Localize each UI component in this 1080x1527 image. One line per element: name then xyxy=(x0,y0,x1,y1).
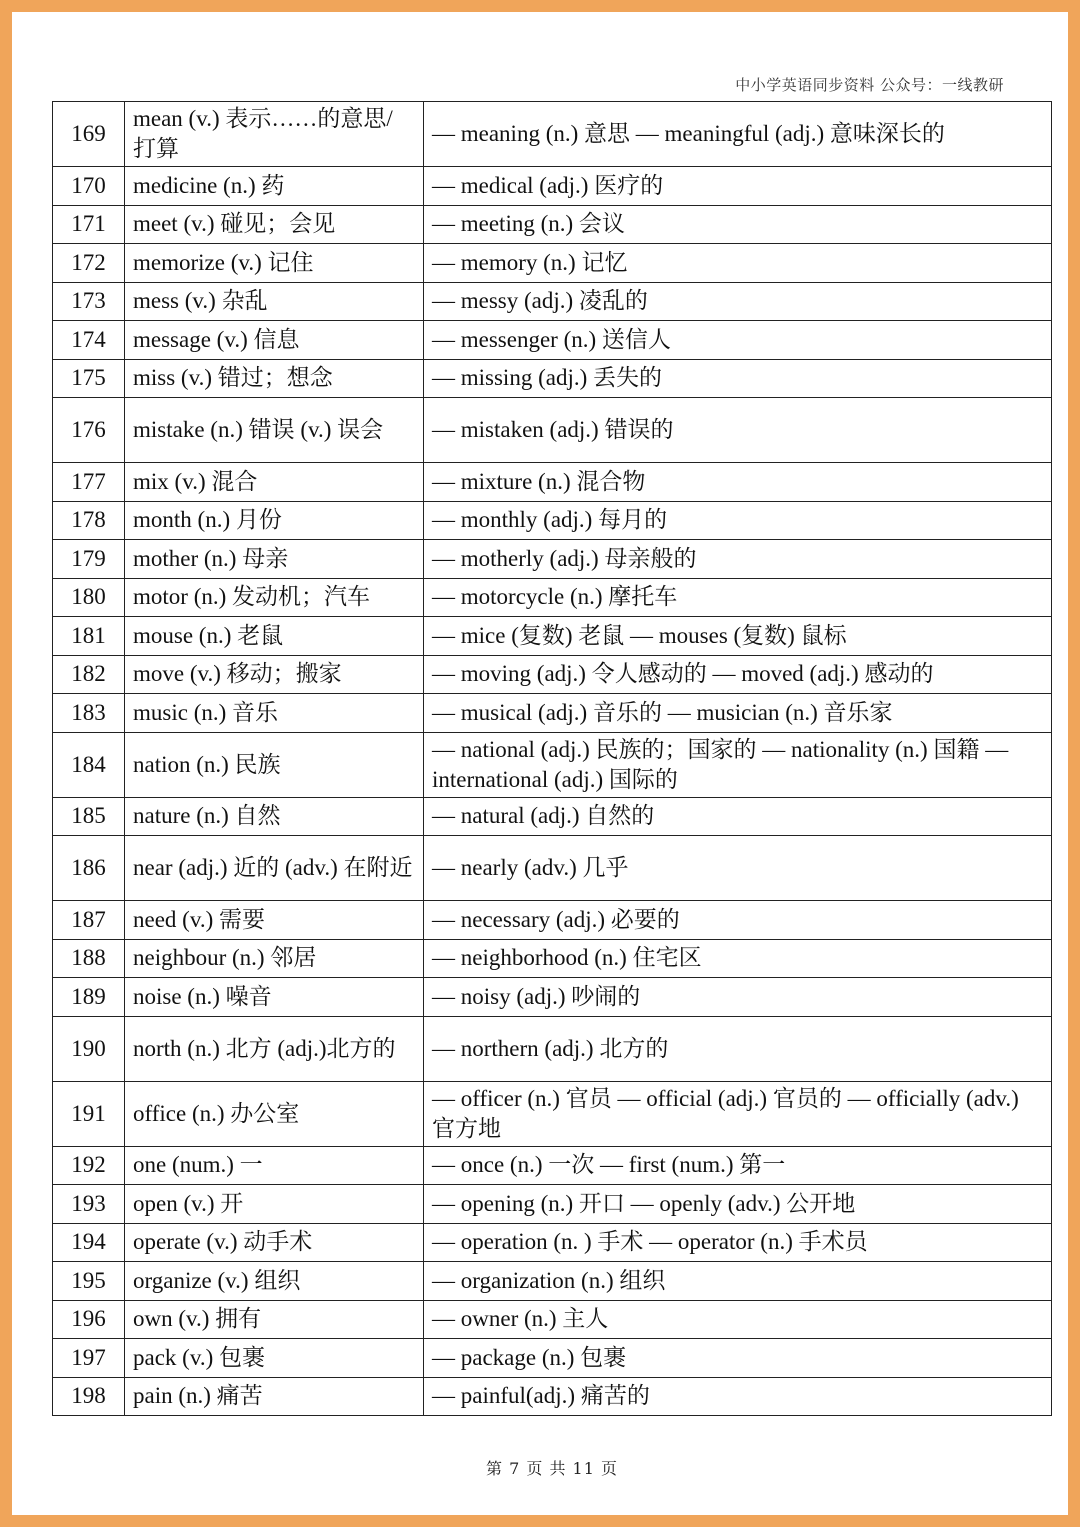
entry-number: 182 xyxy=(53,655,125,694)
head-word: north (n.) 北方 (adj.)北方的 xyxy=(125,1016,424,1081)
table-row xyxy=(53,655,1052,694)
derived-words: — moving (adj.) 令人感动的 — moved (adj.) 感动的 xyxy=(424,655,1052,694)
head-word: mix (v.) 混合 xyxy=(125,463,424,502)
entry-number: 171 xyxy=(53,205,125,244)
derived-words: — mistaken (adj.) 错误的 xyxy=(424,398,1052,463)
entry-number: 184 xyxy=(53,732,125,797)
derived-words: — meaning (n.) 意思 — meaningful (adj.) 意味深长的 xyxy=(424,102,1052,167)
head-word: miss (v.) 错过；想念 xyxy=(125,359,424,398)
table-row xyxy=(53,321,1052,360)
table-row xyxy=(53,1300,1052,1339)
head-word: pack (v.) 包裹 xyxy=(125,1339,424,1378)
entry-number: 177 xyxy=(53,463,125,502)
head-word: mother (n.) 母亲 xyxy=(125,540,424,579)
head-word: move (v.) 移动；搬家 xyxy=(125,655,424,694)
entry-number: 193 xyxy=(53,1185,125,1224)
derived-words: — meeting (n.) 会议 xyxy=(424,205,1052,244)
derived-words: — noisy (adj.) 吵闹的 xyxy=(424,978,1052,1017)
derived-words: — monthly (adj.) 每月的 xyxy=(424,501,1052,540)
head-word: operate (v.) 动手术 xyxy=(125,1223,424,1262)
entry-number: 179 xyxy=(53,540,125,579)
head-word: mess (v.) 杂乱 xyxy=(125,282,424,321)
head-word: pain (n.) 痛苦 xyxy=(125,1377,424,1416)
derived-words: — owner (n.) 主人 xyxy=(424,1300,1052,1339)
derived-words: — natural (adj.) 自然的 xyxy=(424,797,1052,836)
entry-number: 187 xyxy=(53,901,125,940)
table-row xyxy=(53,1377,1052,1416)
derived-words: — organization (n.) 组织 xyxy=(424,1262,1052,1301)
table-row xyxy=(53,1223,1052,1262)
vocabulary-table-body xyxy=(53,102,1052,1416)
entry-number: 173 xyxy=(53,282,125,321)
table-row xyxy=(53,205,1052,244)
page-header: 中小学英语同步资料 公众号：一线教研 xyxy=(735,76,1004,94)
derived-words: — motorcycle (n.) 摩托车 xyxy=(424,578,1052,617)
table-row xyxy=(53,694,1052,733)
derived-words: — musical (adj.) 音乐的 — musician (n.) 音乐家 xyxy=(424,694,1052,733)
entry-number: 197 xyxy=(53,1339,125,1378)
entry-number: 196 xyxy=(53,1300,125,1339)
derived-words: — operation (n. ) 手术 — operator (n.) 手术员 xyxy=(424,1223,1052,1262)
head-word: meet (v.) 碰见；会见 xyxy=(125,205,424,244)
table-row xyxy=(53,1262,1052,1301)
table-row xyxy=(53,617,1052,656)
head-word: memorize (v.) 记住 xyxy=(125,244,424,283)
table-row xyxy=(53,978,1052,1017)
derived-words: — motherly (adj.) 母亲般的 xyxy=(424,540,1052,579)
head-word: message (v.) 信息 xyxy=(125,321,424,360)
table-row xyxy=(53,901,1052,940)
entry-number: 198 xyxy=(53,1377,125,1416)
page-footer: 第 7 页 共 11 页 xyxy=(486,1459,618,1478)
derived-words: — officer (n.) 官员 — official (adj.) 官员的 — officially (adv.) 官方地 xyxy=(424,1081,1052,1146)
head-word: office (n.) 办公室 xyxy=(125,1081,424,1146)
table-row xyxy=(53,167,1052,206)
head-word: music (n.) 音乐 xyxy=(125,694,424,733)
head-word: mistake (n.) 错误 (v.) 误会 xyxy=(125,398,424,463)
derived-words: — painful(adj.) 痛苦的 xyxy=(424,1377,1052,1416)
derived-words: — messenger (n.) 送信人 xyxy=(424,321,1052,360)
head-word: medicine (n.) 药 xyxy=(125,167,424,206)
entry-number: 170 xyxy=(53,167,125,206)
entry-number: 186 xyxy=(53,836,125,901)
derived-words: — package (n.) 包裹 xyxy=(424,1339,1052,1378)
table-row xyxy=(53,732,1052,797)
derived-words: — medical (adj.) 医疗的 xyxy=(424,167,1052,206)
table-row xyxy=(53,578,1052,617)
entry-number: 176 xyxy=(53,398,125,463)
derived-words: — mice (复数) 老鼠 — mouses (复数) 鼠标 xyxy=(424,617,1052,656)
derived-words: — nearly (adv.) 几乎 xyxy=(424,836,1052,901)
head-word: own (v.) 拥有 xyxy=(125,1300,424,1339)
entry-number: 180 xyxy=(53,578,125,617)
derived-words: — national (adj.) 民族的；国家的 — nationality (n.) 国籍 — international (adj.) 国际的 xyxy=(424,732,1052,797)
entry-number: 190 xyxy=(53,1016,125,1081)
table-row xyxy=(53,244,1052,283)
head-word: need (v.) 需要 xyxy=(125,901,424,940)
entry-number: 188 xyxy=(53,939,125,978)
entry-number: 172 xyxy=(53,244,125,283)
table-row xyxy=(53,398,1052,463)
entry-number: 174 xyxy=(53,321,125,360)
entry-number: 181 xyxy=(53,617,125,656)
table-row xyxy=(53,797,1052,836)
entry-number: 169 xyxy=(53,102,125,167)
table-row xyxy=(53,501,1052,540)
entry-number: 178 xyxy=(53,501,125,540)
head-word: near (adj.) 近的 (adv.) 在附近 xyxy=(125,836,424,901)
table-row xyxy=(53,939,1052,978)
head-word: neighbour (n.) 邻居 xyxy=(125,939,424,978)
derived-words: — northern (adj.) 北方的 xyxy=(424,1016,1052,1081)
head-word: mean (v.) 表示……的意思/打算 xyxy=(125,102,424,167)
table-row xyxy=(53,463,1052,502)
head-word: nature (n.) 自然 xyxy=(125,797,424,836)
entry-number: 175 xyxy=(53,359,125,398)
head-word: motor (n.) 发动机；汽车 xyxy=(125,578,424,617)
table-row xyxy=(53,540,1052,579)
table-row xyxy=(53,1339,1052,1378)
entry-number: 183 xyxy=(53,694,125,733)
head-word: noise (n.) 噪音 xyxy=(125,978,424,1017)
derived-words: — memory (n.) 记忆 xyxy=(424,244,1052,283)
entry-number: 194 xyxy=(53,1223,125,1262)
head-word: nation (n.) 民族 xyxy=(125,732,424,797)
table-row xyxy=(53,359,1052,398)
derived-words: — once (n.) 一次 — first (num.) 第一 xyxy=(424,1146,1052,1185)
table-row xyxy=(53,282,1052,321)
head-word: one (num.) 一 xyxy=(125,1146,424,1185)
table-row xyxy=(53,1016,1052,1081)
table-row xyxy=(53,1081,1052,1146)
vocabulary-table xyxy=(52,101,1052,1416)
head-word: open (v.) 开 xyxy=(125,1185,424,1224)
entry-number: 185 xyxy=(53,797,125,836)
table-row xyxy=(53,1185,1052,1224)
entry-number: 192 xyxy=(53,1146,125,1185)
derived-words: — messy (adj.) 凌乱的 xyxy=(424,282,1052,321)
derived-words: — missing (adj.) 丢失的 xyxy=(424,359,1052,398)
derived-words: — mixture (n.) 混合物 xyxy=(424,463,1052,502)
entry-number: 191 xyxy=(53,1081,125,1146)
entry-number: 195 xyxy=(53,1262,125,1301)
table-row xyxy=(53,1146,1052,1185)
table-row xyxy=(53,102,1052,167)
entry-number: 189 xyxy=(53,978,125,1017)
head-word: mouse (n.) 老鼠 xyxy=(125,617,424,656)
derived-words: — necessary (adj.) 必要的 xyxy=(424,901,1052,940)
derived-words: — opening (n.) 开口 — openly (adv.) 公开地 xyxy=(424,1185,1052,1224)
head-word: month (n.) 月份 xyxy=(125,501,424,540)
derived-words: — neighborhood (n.) 住宅区 xyxy=(424,939,1052,978)
table-row xyxy=(53,836,1052,901)
head-word: organize (v.) 组织 xyxy=(125,1262,424,1301)
